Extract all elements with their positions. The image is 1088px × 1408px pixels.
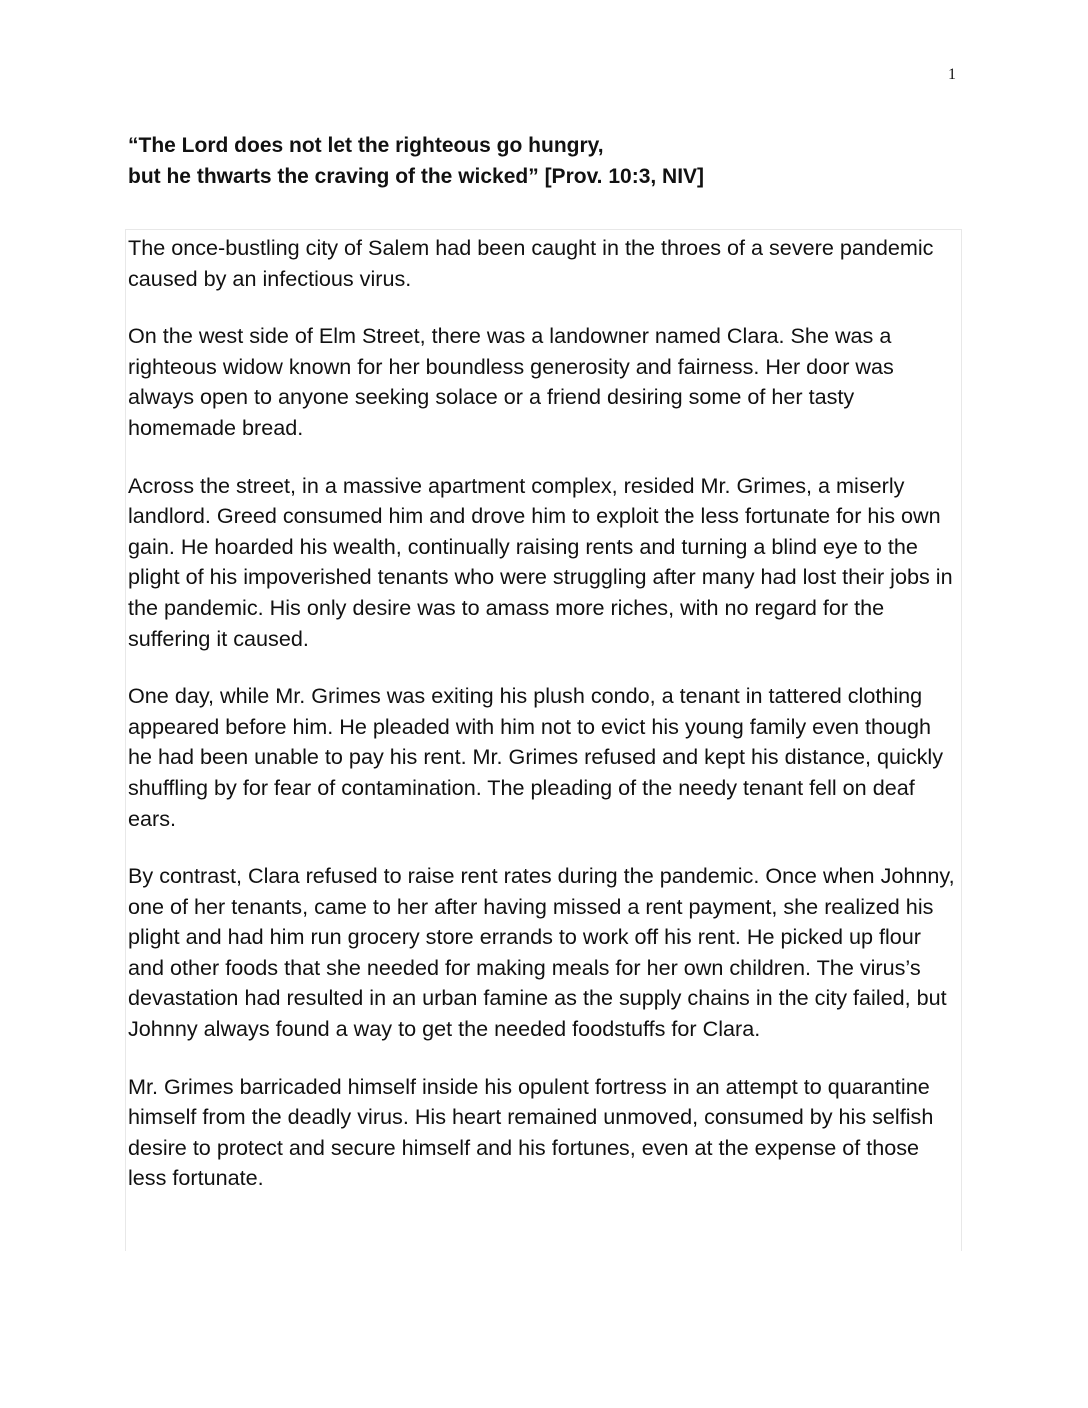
paragraph: The once-bustling city of Salem had been caught in the throes of a severe pandemic caused by an infectious virus. xyxy=(128,235,934,291)
title-line-1: “The Lord does not let the righteous go hungry, xyxy=(128,134,604,157)
paragraph: On the west side of Elm Street, there was a landowner named Clara. She was a righteous widow known for her boundless generosity and fairness. Her door was always open to anyone seeking solace or a friend desiring some of her tasty homemade bread. xyxy=(128,323,894,440)
paragraph: Mr. Grimes barricaded himself inside his opulent fortress in an attempt to quarantine himself from the deadly virus. His heart remained unmoved, consumed by his selfish desire to protect and secure himself and his fortunes, even at the expense of those less fortunate. xyxy=(128,1073,934,1191)
paragraph: By contrast, Clara refused to raise rent rates during the pandemic. Once when Johnny, one of her tenants, came to her after having missed a rent payment, she realized his plight and had him run grocery store errands to work off his rent. He picked up flour and other foods that she needed for making meals for her own children. The virus’s devastation had resulted in an urban famine as the supply chains in the city failed, but Johnny always found a way to get the needed foodstuffs for Clara. xyxy=(128,863,955,1042)
paragraph: One day, while Mr. Grimes was exiting his plush condo, a tenant in tattered clothing appeared before him. He pleaded with him not to evict his young family even though he had been unable to pay his rent. Mr. Grimes refused and kept his distance, quickly shuffling by for fear of contamination. The pleading of the needy tenant fell on deaf ears. xyxy=(128,683,944,831)
story-body xyxy=(128,233,960,1221)
page-title xyxy=(128,130,968,192)
page-number: 1 xyxy=(948,66,956,83)
paragraph: Across the street, in a massive apartment complex, resided Mr. Grimes, a miserly landlord. Greed consumed him and drove him to exploit the less fortunate for his own gain. He hoarded his wealth, continually raising rents and turning a blind eye to the plight of his impoverished tenants who were struggling after many had lost their jobs in the pandemic. His only desire was to amass more riches, with no regard for the suffering it caused. xyxy=(128,472,953,651)
story-text-box xyxy=(125,229,962,1251)
title-line-2: but he thwarts the craving of the wicked” [Prov. 10:3, NIV] xyxy=(128,165,705,188)
